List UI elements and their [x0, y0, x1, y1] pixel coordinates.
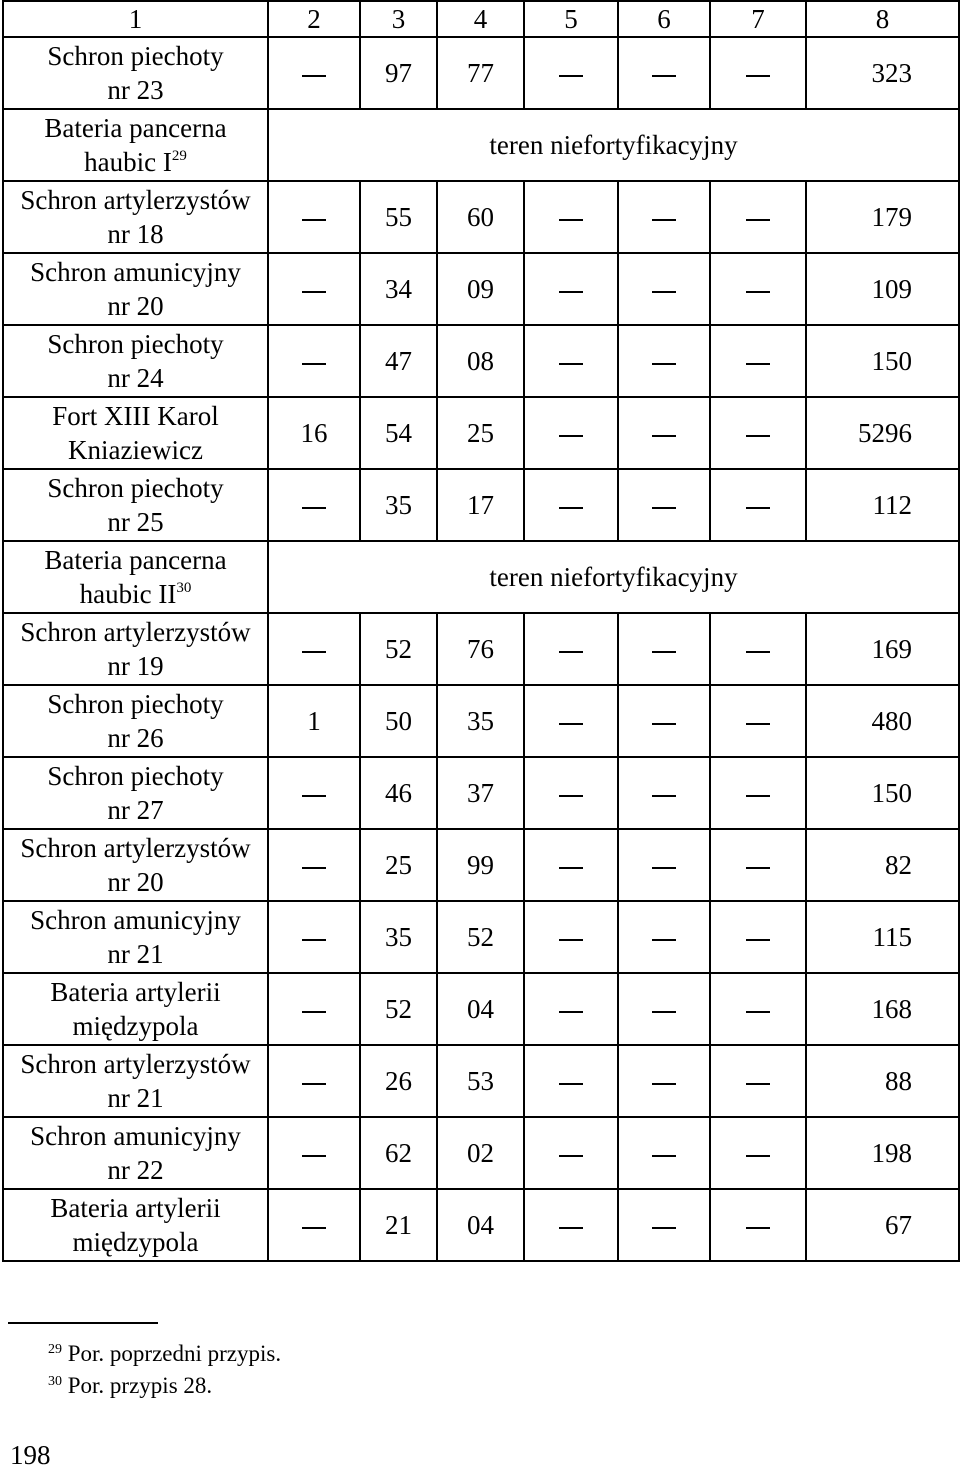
table-row [3, 469, 959, 541]
object-name-cell [3, 685, 268, 757]
dash-mark [652, 1011, 676, 1013]
empty-value-dash [710, 1045, 806, 1117]
empty-value-dash [268, 1045, 360, 1117]
table-row [3, 1045, 959, 1117]
dash-mark [559, 363, 583, 365]
value-cell: 168 [806, 973, 959, 1045]
empty-value-dash [524, 685, 618, 757]
object-name-line: nr 23 [107, 75, 164, 105]
column-header: 3 [360, 1, 437, 37]
value-cell: 37 [437, 757, 524, 829]
empty-value-dash [618, 1045, 710, 1117]
empty-value-dash [710, 973, 806, 1045]
empty-value-dash [524, 469, 618, 541]
value-cell: 35 [360, 469, 437, 541]
value-cell: 26 [360, 1045, 437, 1117]
dash-mark [746, 795, 770, 797]
table-row [3, 1117, 959, 1189]
dash-mark [746, 651, 770, 653]
object-name-cell [3, 325, 268, 397]
value-cell: 54 [360, 397, 437, 469]
dash-mark [302, 867, 326, 869]
value-cell: 60 [437, 181, 524, 253]
object-name-line: Schron piechoty [47, 329, 224, 359]
dash-mark [652, 507, 676, 509]
empty-value-dash [618, 685, 710, 757]
value-cell: 08 [437, 325, 524, 397]
object-name-line: nr 22 [107, 1155, 164, 1185]
dash-mark [746, 867, 770, 869]
dash-mark [302, 75, 326, 77]
table-row [3, 757, 959, 829]
dash-mark [302, 939, 326, 941]
object-name-line: Fort XIII Karol [52, 401, 219, 431]
value-cell: 02 [437, 1117, 524, 1189]
object-name-line: Schron amunicyjny [30, 905, 241, 935]
table-row [3, 1189, 959, 1261]
dash-mark [652, 795, 676, 797]
value-cell: 109 [806, 253, 959, 325]
object-name-cell [3, 901, 268, 973]
empty-value-dash [710, 901, 806, 973]
footnote-reference: 29 [171, 148, 187, 164]
value-cell: 55 [360, 181, 437, 253]
value-cell: 25 [360, 829, 437, 901]
value-cell: 46 [360, 757, 437, 829]
empty-value-dash [618, 829, 710, 901]
dash-mark [652, 1083, 676, 1085]
column-header: 7 [710, 1, 806, 37]
dash-mark [559, 1083, 583, 1085]
value-cell: 169 [806, 613, 959, 685]
header-row [3, 1, 959, 37]
empty-value-dash [268, 901, 360, 973]
empty-value-dash [268, 253, 360, 325]
dash-mark [559, 435, 583, 437]
footnote-text: Por. poprzedni przypis. [67, 1341, 282, 1366]
dash-mark [746, 435, 770, 437]
dash-mark [746, 507, 770, 509]
value-cell: 52 [437, 901, 524, 973]
object-name-cell [3, 181, 268, 253]
dash-mark [559, 75, 583, 77]
object-name-line: nr 25 [107, 507, 164, 537]
object-name-line: Schron artylerzystów [20, 185, 251, 215]
dash-mark [652, 1227, 676, 1229]
object-name-line: Schron artylerzystów [20, 833, 251, 863]
empty-value-dash [524, 829, 618, 901]
dash-mark [559, 795, 583, 797]
empty-value-dash [268, 829, 360, 901]
value-cell: 16 [268, 397, 360, 469]
dash-mark [746, 291, 770, 293]
dash-mark [746, 723, 770, 725]
object-name-line: Bateria pancerna [44, 113, 227, 143]
dash-mark [652, 651, 676, 653]
value-cell: 47 [360, 325, 437, 397]
value-cell: 323 [806, 37, 959, 109]
empty-value-dash [618, 901, 710, 973]
empty-value-dash [268, 1189, 360, 1261]
footnote-text: Por. przypis 28. [67, 1373, 213, 1398]
value-cell: 52 [360, 973, 437, 1045]
empty-value-dash [618, 469, 710, 541]
empty-value-dash [618, 757, 710, 829]
value-cell: 25 [437, 397, 524, 469]
empty-value-dash [268, 325, 360, 397]
value-cell: 88 [806, 1045, 959, 1117]
object-name-line: Schron amunicyjny [30, 257, 241, 287]
dash-mark [302, 1083, 326, 1085]
object-name-line-group [4, 145, 267, 179]
value-cell: 97 [360, 37, 437, 109]
table-row [3, 325, 959, 397]
object-name-line: haubic II [79, 579, 177, 609]
dash-mark [302, 651, 326, 653]
value-cell: 53 [437, 1045, 524, 1117]
empty-value-dash [710, 757, 806, 829]
dash-mark [746, 1083, 770, 1085]
object-name-line: nr 19 [107, 651, 164, 681]
object-name-line: nr 18 [107, 219, 164, 249]
object-name-line: nr 21 [107, 1083, 164, 1113]
empty-value-dash [710, 829, 806, 901]
empty-value-dash [268, 469, 360, 541]
object-name-cell [3, 757, 268, 829]
dash-mark [302, 795, 326, 797]
dash-mark [746, 363, 770, 365]
object-name-line: nr 20 [107, 867, 164, 897]
object-name-cell [3, 37, 268, 109]
value-cell: 5296 [806, 397, 959, 469]
object-name-line: nr 24 [107, 363, 164, 393]
empty-value-dash [524, 325, 618, 397]
dash-mark [559, 507, 583, 509]
empty-value-dash [268, 973, 360, 1045]
dash-mark [559, 219, 583, 221]
empty-value-dash [268, 181, 360, 253]
object-name-line: Schron amunicyjny [30, 1121, 241, 1151]
object-name-line: nr 27 [107, 795, 164, 825]
dash-mark [559, 651, 583, 653]
footnote-reference: 30 [176, 580, 192, 596]
empty-value-dash [710, 37, 806, 109]
dash-mark [652, 291, 676, 293]
value-cell: 112 [806, 469, 959, 541]
empty-value-dash [618, 1117, 710, 1189]
dash-mark [746, 75, 770, 77]
object-name-cell [3, 829, 268, 901]
empty-value-dash [710, 1189, 806, 1261]
object-name-line: Bateria artylerii [50, 977, 221, 1007]
dash-mark [559, 723, 583, 725]
dash-mark [652, 435, 676, 437]
empty-value-dash [524, 37, 618, 109]
dash-mark [302, 291, 326, 293]
footnote [48, 1370, 281, 1402]
dash-mark [652, 723, 676, 725]
table-row [3, 109, 959, 181]
object-name-line: Schron piechoty [47, 41, 224, 71]
object-name-line: międzypola [72, 1227, 199, 1257]
dash-mark [559, 1155, 583, 1157]
empty-value-dash [618, 181, 710, 253]
object-name-line: nr 21 [107, 939, 164, 969]
value-cell: 67 [806, 1189, 959, 1261]
object-name-cell [3, 253, 268, 325]
object-name-line: międzypola [72, 1011, 199, 1041]
empty-value-dash [618, 253, 710, 325]
empty-value-dash [618, 325, 710, 397]
empty-value-dash [710, 253, 806, 325]
column-header: 8 [806, 1, 959, 37]
object-name-line: Schron artylerzystów [20, 617, 251, 647]
dash-mark [559, 291, 583, 293]
object-name-cell [3, 469, 268, 541]
object-name-cell [3, 109, 268, 181]
table-row [3, 901, 959, 973]
table-row [3, 253, 959, 325]
table-row [3, 613, 959, 685]
empty-value-dash [524, 757, 618, 829]
empty-value-dash [268, 613, 360, 685]
dash-mark [652, 363, 676, 365]
empty-value-dash [524, 397, 618, 469]
note-cell: teren niefortyfikacyjny [268, 541, 959, 613]
table-row [3, 541, 959, 613]
value-cell: 150 [806, 325, 959, 397]
footnote-number: 30 [48, 1374, 62, 1389]
table-row [3, 397, 959, 469]
empty-value-dash [268, 1117, 360, 1189]
dash-mark [746, 219, 770, 221]
empty-value-dash [268, 37, 360, 109]
empty-value-dash [524, 1189, 618, 1261]
footnotes [48, 1338, 281, 1402]
object-name-line: haubic I [84, 147, 172, 177]
column-header: 1 [3, 1, 268, 37]
value-cell: 480 [806, 685, 959, 757]
dash-mark [559, 867, 583, 869]
object-name-line: Schron piechoty [47, 473, 224, 503]
dash-mark [652, 219, 676, 221]
empty-value-dash [524, 901, 618, 973]
page-number: 198 [10, 1440, 51, 1470]
empty-value-dash [618, 973, 710, 1045]
empty-value-dash [618, 37, 710, 109]
value-cell: 50 [360, 685, 437, 757]
value-cell: 17 [437, 469, 524, 541]
object-name-line: Schron piechoty [47, 761, 224, 791]
column-header: 2 [268, 1, 360, 37]
object-name-line: Schron piechoty [47, 689, 224, 719]
value-cell: 34 [360, 253, 437, 325]
table-row [3, 181, 959, 253]
dash-mark [559, 1227, 583, 1229]
empty-value-dash [524, 181, 618, 253]
column-header: 5 [524, 1, 618, 37]
empty-value-dash [618, 1189, 710, 1261]
value-cell: 82 [806, 829, 959, 901]
dash-mark [652, 867, 676, 869]
empty-value-dash [524, 973, 618, 1045]
dash-mark [559, 1011, 583, 1013]
object-name-line: Kniaziewicz [68, 435, 203, 465]
value-cell: 62 [360, 1117, 437, 1189]
table-row [3, 973, 959, 1045]
empty-value-dash [710, 613, 806, 685]
object-name-cell [3, 613, 268, 685]
object-name-line: Schron artylerzystów [20, 1049, 251, 1079]
object-name-line: nr 20 [107, 291, 164, 321]
object-name-cell [3, 1045, 268, 1117]
value-cell: 198 [806, 1117, 959, 1189]
empty-value-dash [710, 469, 806, 541]
dash-mark [652, 1155, 676, 1157]
dash-mark [302, 363, 326, 365]
dash-mark [302, 507, 326, 509]
value-cell: 76 [437, 613, 524, 685]
object-name-cell [3, 397, 268, 469]
value-cell: 150 [806, 757, 959, 829]
object-name-cell [3, 1117, 268, 1189]
empty-value-dash [710, 325, 806, 397]
value-cell: 09 [437, 253, 524, 325]
empty-value-dash [710, 685, 806, 757]
object-name-line: nr 26 [107, 723, 164, 753]
empty-value-dash [710, 181, 806, 253]
object-name-line: Bateria artylerii [50, 1193, 221, 1223]
empty-value-dash [710, 397, 806, 469]
empty-value-dash [524, 613, 618, 685]
empty-value-dash [618, 397, 710, 469]
empty-value-dash [524, 1117, 618, 1189]
table-row [3, 829, 959, 901]
dash-mark [746, 1227, 770, 1229]
dash-mark [559, 939, 583, 941]
column-header: 4 [437, 1, 524, 37]
dash-mark [746, 1155, 770, 1157]
footnote-number: 29 [48, 1342, 62, 1357]
dash-mark [302, 1155, 326, 1157]
footnote-separator [8, 1322, 158, 1324]
dash-mark [652, 939, 676, 941]
empty-value-dash [268, 757, 360, 829]
value-cell: 77 [437, 37, 524, 109]
column-header: 6 [618, 1, 710, 37]
empty-value-dash [710, 1117, 806, 1189]
dash-mark [746, 1011, 770, 1013]
value-cell: 21 [360, 1189, 437, 1261]
object-name-line: Bateria pancerna [44, 545, 227, 575]
value-cell: 99 [437, 829, 524, 901]
object-name-cell [3, 541, 268, 613]
dash-mark [302, 219, 326, 221]
table-row [3, 37, 959, 109]
value-cell: 35 [437, 685, 524, 757]
value-cell: 115 [806, 901, 959, 973]
empty-value-dash [524, 1045, 618, 1117]
fortification-table [2, 0, 960, 1262]
dash-mark [652, 75, 676, 77]
empty-value-dash [524, 253, 618, 325]
footnote [48, 1338, 281, 1370]
value-cell: 04 [437, 1189, 524, 1261]
value-cell: 52 [360, 613, 437, 685]
table-row [3, 685, 959, 757]
dash-mark [302, 1227, 326, 1229]
object-name-cell [3, 973, 268, 1045]
object-name-line-group [4, 577, 267, 611]
dash-mark [302, 1011, 326, 1013]
value-cell: 1 [268, 685, 360, 757]
value-cell: 04 [437, 973, 524, 1045]
empty-value-dash [618, 613, 710, 685]
note-cell: teren niefortyfikacyjny [268, 109, 959, 181]
value-cell: 35 [360, 901, 437, 973]
dash-mark [746, 939, 770, 941]
object-name-cell [3, 1189, 268, 1261]
value-cell: 179 [806, 181, 959, 253]
